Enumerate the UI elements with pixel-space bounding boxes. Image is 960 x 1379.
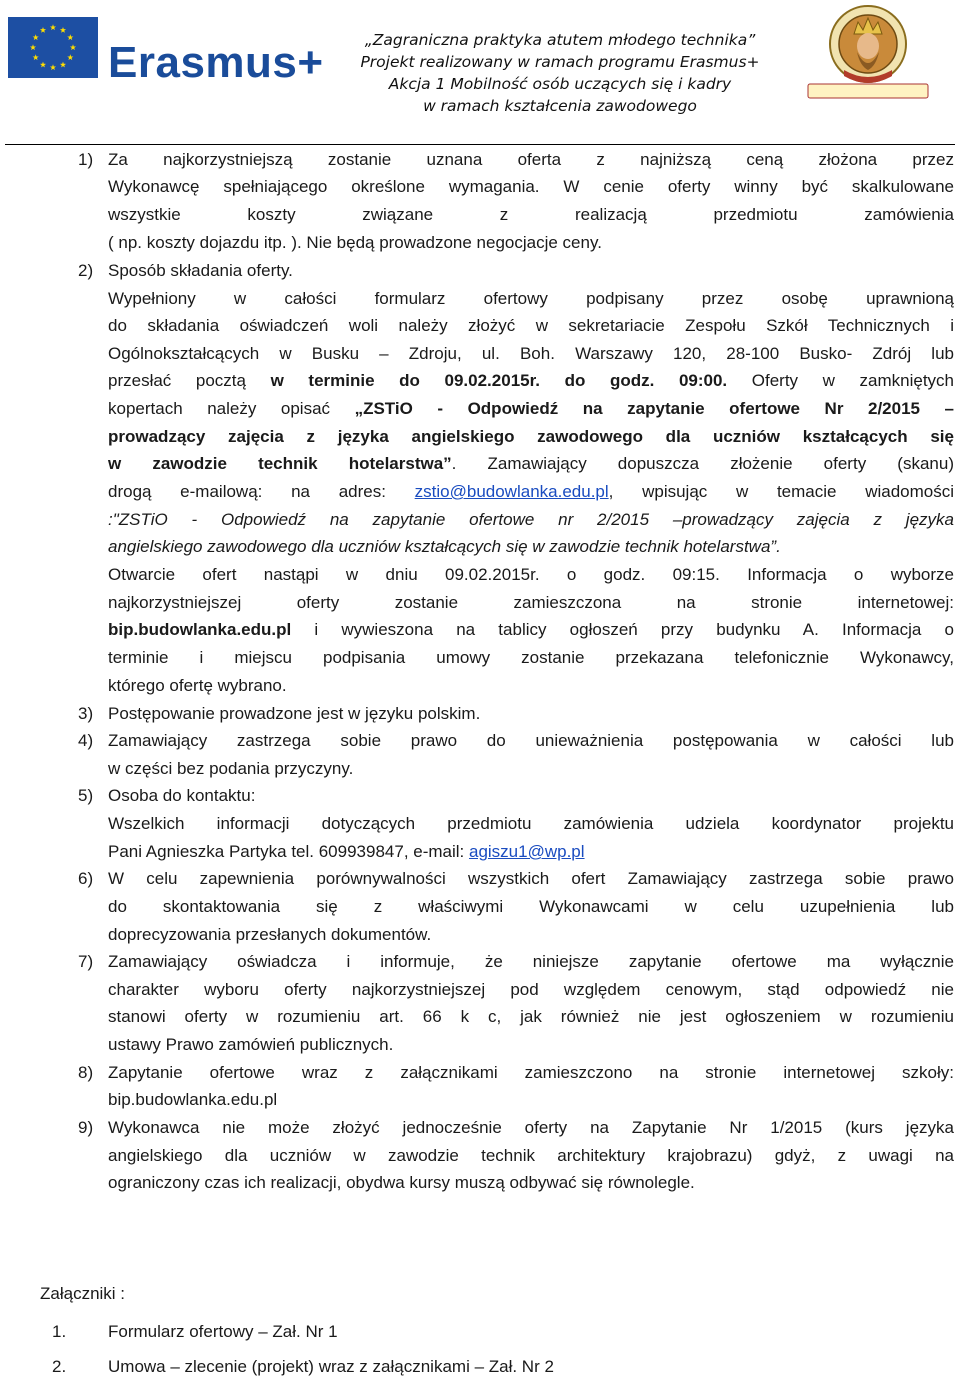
attachments-title: Załączniki :: [40, 1284, 126, 1303]
project-line: „Zagraniczna praktyka atutem młodego technika”: [364, 31, 756, 49]
attachment-item: Formularz ofertowy – Zał. Nr 1: [108, 1322, 338, 1341]
item2-line: [108, 454, 954, 474]
envelope-label-text: prowadzący zajęcia z języka angielskiego zawodowego dla uczniów kształcących się: [108, 427, 954, 446]
item2-line: terminie i miejscu podpisania umowy zostanie przekazana telefonicznie Wykonawcy,: [108, 648, 954, 667]
project-line: Akcja 1 Mobilność osób uczących się i kadry: [388, 75, 732, 93]
item2-title: Sposób składania oferty.: [108, 261, 293, 280]
item7-line: stanowi oferty w rozumieniu art. 66 k c, jak również nie jest ogłoszeniem w rozumieniu: [108, 1007, 954, 1026]
item2-line: Wypełniony w całości formularz ofertowy podpisany przez osobę uprawnioną: [108, 289, 954, 308]
item1-line: ( np. koszty dojazdu itp. ). Nie będą prowadzone negocjacje ceny.: [108, 233, 602, 252]
text-segment: i wywieszona na tablicy ogłoszeń przy budynku A. Informacja o: [291, 620, 954, 639]
item2-line: [108, 427, 954, 447]
item6-line: doprecyzowania przesłanych dokumentów.: [108, 925, 432, 944]
item-number: 5): [78, 786, 94, 805]
erasmus-logo-text: Erasmus+: [108, 38, 324, 87]
project-info: [345, 29, 775, 117]
item-number: 8): [78, 1063, 94, 1082]
email-link[interactable]: zstio@budowlanka.edu.pl: [414, 482, 609, 501]
text-segment: drogą e-mailową: na adres:: [108, 482, 415, 501]
item9-line: angielskiego dla uczniów w zawodzie technik architektury krajobrazu) gdyż, z uwagi na: [108, 1146, 954, 1165]
item2-line: Ogólnokształcących w Busku – Zdroju, ul. Boh. Warszawy 120, 28-100 Busko- Zdrój lub: [108, 344, 954, 363]
text-segment: Oferty w zamkniętych: [727, 371, 954, 390]
attachment-number: 1.: [52, 1322, 67, 1341]
item5-line: [108, 842, 585, 862]
item8-line: bip.budowlanka.edu.pl: [108, 1090, 278, 1109]
item2-line: [108, 399, 954, 419]
item7-line: charakter wyboru oferty najkorzystniejszej pod względem cenowym, stąd odpowiedź nie: [108, 980, 954, 999]
item-number: 7): [78, 952, 94, 971]
website-text: bip.budowlanka.edu.pl: [108, 620, 292, 639]
item5-line: Wszelkich informacji dotyczących przedmiotu zamówienia udziela koordynator projektu: [108, 814, 954, 833]
item2-line: [108, 482, 954, 502]
text-segment: kopertach należy opisać: [108, 399, 355, 418]
item4-line: w części bez podania przyczyny.: [108, 759, 354, 778]
attachment-item: Umowa – zlecenie (projekt) wraz z załącznikami – Zał. Nr 2: [108, 1357, 554, 1376]
item-number: 2): [78, 261, 94, 280]
item7-line: Zamawiający oświadcza i informuje, że niniejsze zapytanie ofertowe ma wyłącznie: [108, 952, 954, 971]
item2-line: najkorzystniejszej oferty zostanie zamieszczona na stronie internetowej:: [108, 593, 954, 612]
text-segment: Pani Agnieszka Partyka tel. 609939847, e-mail:: [108, 842, 469, 861]
item5-line: Osoba do kontaktu:: [108, 786, 256, 805]
attachment-number: 2.: [52, 1357, 67, 1376]
item2-line: [108, 510, 954, 530]
eu-flag-icon: [8, 17, 98, 78]
item9-line: ograniczony czas ich realizacji, obydwa kursy muszą odbywać się równolegle.: [108, 1173, 695, 1192]
email-subject-text: :"ZSTiO - Odpowiedź na zapytanie ofertowe nr 2/2015 –prowadzący zajęcia z języka: [108, 510, 954, 529]
item2-line: do składania oświadczeń woli należy złożyć w sekretariacie Zespołu Szkół Technicznych i: [108, 316, 954, 335]
item2-line: [108, 371, 954, 391]
text-segment: , wpisując w temacie wiadomości: [608, 482, 954, 501]
item-number: 1): [78, 150, 94, 169]
header-divider: [5, 144, 955, 145]
item9-line: Wykonawca nie może złożyć jednocześnie oferty na Zapytanie Nr 1/2015 (kurs języka: [108, 1118, 954, 1137]
item6-line: W celu zapewnienia porównywalności wszystkich ofert Zamawiający zastrzega sobie prawo: [108, 869, 954, 888]
envelope-label-text: „ZSTiO - Odpowiedź na zapytanie ofertowe Nr 2/2015 –: [354, 399, 954, 418]
item1-line: wszystkie koszty związane z realizacją przedmiotu zamówienia: [108, 205, 954, 224]
item-number: 4): [78, 731, 94, 750]
text-segment: przesłać pocztą: [108, 371, 271, 390]
item2-line: [108, 620, 954, 640]
text-segment: . Zamawiający dopuszcza złożenie oferty (skanu): [451, 454, 954, 473]
deadline-text: w terminie do 09.02.2015r. do godz. 09:00.: [270, 371, 728, 390]
email-link[interactable]: agiszu1@wp.pl: [469, 842, 585, 861]
item3-line: Postępowanie prowadzone jest w języku polskim.: [108, 704, 481, 723]
item-number: 3): [78, 704, 94, 723]
item7-line: ustawy Prawo zamówień publicznych.: [108, 1035, 394, 1054]
item1-line: Za najkorzystniejszą zostanie uznana oferta z najniższą ceną złożona przez: [108, 150, 954, 169]
item6-line: do skontaktowania się z właściwymi Wykonawcami w celu uzupełnienia lub: [108, 897, 954, 916]
page-header: [0, 0, 960, 140]
item2-line: Otwarcie ofert nastąpi w dniu 09.02.2015r. o godz. 09:15. Informacja o wyborze: [108, 565, 954, 584]
school-crest-icon: [806, 4, 930, 100]
item-number: 6): [78, 869, 94, 888]
email-subject-text: angielskiego zawodowego dla uczniów kształcących się w zawodzie technik hotelarstwa”.: [108, 537, 781, 556]
item-number: 9): [78, 1118, 94, 1137]
item4-line: Zamawiający zastrzega sobie prawo do unieważnienia postępowania w całości lub: [108, 731, 954, 750]
item8-line: Zapytanie ofertowe wraz z załącznikami zamieszczono na stronie internetowej szkoły:: [108, 1063, 954, 1082]
project-line: w ramach kształcenia zawodowego: [423, 97, 697, 115]
item1-line: Wykonawcę spełniającego określone wymagania. W cenie oferty winny być skalkulowane: [108, 177, 954, 196]
item2-line: którego ofertę wybrano.: [108, 676, 287, 695]
envelope-label-text: w zawodzie technik hotelarstwa”: [108, 454, 452, 473]
item2-line: [108, 537, 781, 557]
project-line: Projekt realizowany w ramach programu Erasmus+: [360, 53, 760, 71]
